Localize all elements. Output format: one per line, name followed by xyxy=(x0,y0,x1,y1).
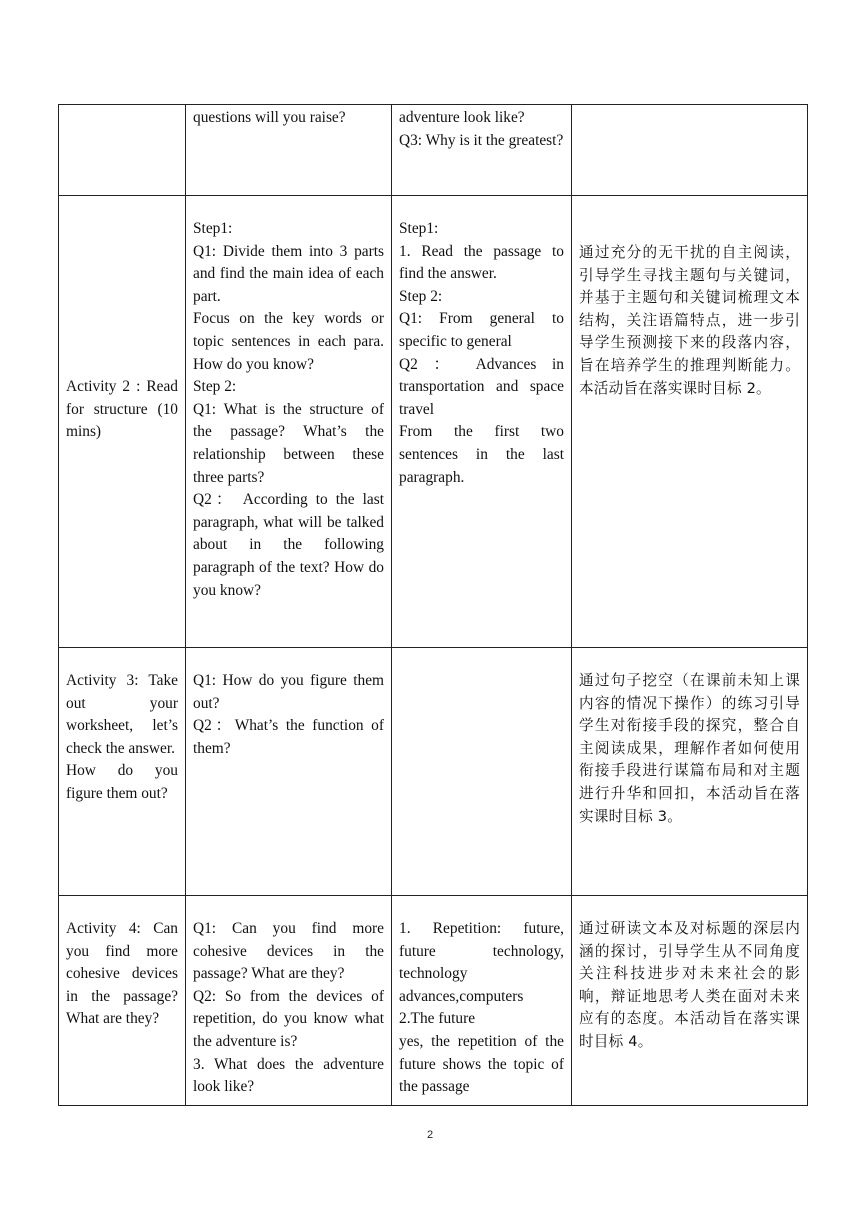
cell-line: Q2: So from the devices of repetition, do you know what the adventure is? xyxy=(193,987,384,1050)
page-number: 2 xyxy=(426,1129,434,1141)
purpose-cell xyxy=(572,105,808,196)
table-row xyxy=(59,105,808,196)
cell-line: adventure look like? xyxy=(399,109,525,126)
questions-cell xyxy=(186,896,392,1106)
purpose-cell xyxy=(572,896,808,1106)
answers-cell xyxy=(392,196,572,648)
activity-cell xyxy=(59,196,186,648)
cell-line: Q1: Can you find more cohesive devices in the passage? What are they? xyxy=(193,920,384,983)
cell-line: Activity 4: Can you find more cohesive devices in the passage? What are they? xyxy=(66,920,178,1028)
cell-line: Q2 ： Advances in transportation and space travel xyxy=(399,355,564,418)
cell-line: 通过研读文本及对标题的深层内涵的探讨，引导学生从不同角度关注科技进步对未来社会的影响，辩证地思考人类在面对未来应有的态度。本活动旨在落实课时目标 4。 xyxy=(579,920,800,1050)
cell-line: Step1: xyxy=(193,220,233,237)
table-row xyxy=(59,648,808,896)
cell-line: questions will you raise? xyxy=(193,109,346,126)
cell-line: Q2：What’s the function of them? xyxy=(193,717,384,757)
purpose-cell xyxy=(572,196,808,648)
cell-line: 1. Repetition: future, future technology, technology advances,computers xyxy=(399,920,564,1005)
cell-line: Step 2: xyxy=(399,287,443,305)
lesson-plan-table xyxy=(58,104,808,1106)
purpose-cell xyxy=(572,648,808,896)
questions-cell xyxy=(186,105,392,196)
cell-line: Q2： According to the last paragraph, what will be talked about in the following paragraph of the text? How do you know? xyxy=(193,491,384,599)
table-row xyxy=(59,896,808,1106)
activity-cell xyxy=(59,896,186,1106)
cell-line: Activity 2 : Read for structure (10 mins) xyxy=(66,378,178,441)
answers-cell xyxy=(392,105,572,196)
answers-cell xyxy=(392,648,572,896)
cell-line: 3. What does the adventure look like? xyxy=(193,1055,384,1096)
cell-line: 1. Read the passage to find the answer. xyxy=(399,242,564,283)
table-row xyxy=(59,196,808,648)
cell-line: Q1: Divide them into 3 parts and find the main idea of each part. xyxy=(193,242,384,305)
cell-line: Step1: xyxy=(399,220,439,237)
cell-line: Step 2: xyxy=(193,378,237,396)
cell-line: 2.The future xyxy=(399,1010,476,1028)
cell-line: yes, the repetition of the future shows the topic of the passage xyxy=(399,1032,564,1096)
cell-line: Q1: From general to specific to general xyxy=(399,310,564,350)
cell-line: Activity 3: Take out your worksheet, let’s check the answer. xyxy=(66,672,178,757)
cell-line: From the first two sentences in the last paragraph. xyxy=(399,423,564,486)
cell-line: Q1: What is the structure of the passage? What’s the relationship between these three parts? xyxy=(193,400,384,486)
cell-line: Focus on the key words or topic sentences in each para. How do you know? xyxy=(193,310,384,373)
questions-cell xyxy=(186,648,392,896)
answers-cell xyxy=(392,896,572,1106)
cell-line: 通过句子挖空（在课前未知上课内容的情况下操作）的练习引导学生对衔接手段的探究，整合自主阅读成果，理解作者如何使用衔接手段进行谋篇布局和对主题进行升华和回扣，本活动旨在落实课时目标 3。 xyxy=(579,672,800,825)
cell-line: How do you figure them out? xyxy=(66,762,178,802)
cell-line: Q3: Why is it the greatest? xyxy=(399,131,564,149)
cell-line: 通过充分的无干扰的自主阅读，引导学生寻找主题句与关键词，并基于主题句和关键词梳理文本结构，关注语篇特点，进一步引导学生预测接下来的段落内容，旨在培养学生的推理判断能力。本活动旨在落实课时目标 2。 xyxy=(579,244,800,397)
questions-cell xyxy=(186,196,392,648)
activity-cell xyxy=(59,105,186,196)
cell-line: Q1: How do you figure them out? xyxy=(193,672,384,712)
activity-cell xyxy=(59,648,186,896)
